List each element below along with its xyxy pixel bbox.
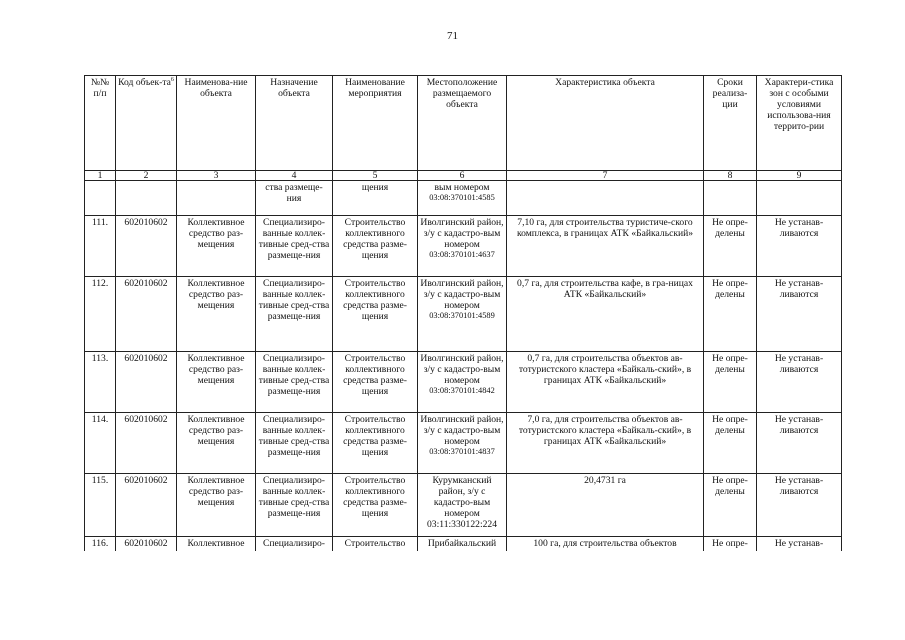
- cell-zones: Не устанав-ливаются: [757, 352, 842, 413]
- cadastral-number: 03:08:370101:4589: [429, 311, 495, 320]
- column-number: 3: [177, 171, 256, 181]
- cell-code: 602010602: [116, 413, 177, 474]
- cell-num: 116.: [85, 537, 116, 552]
- header-cell: Местоположение размещаемого объекта: [418, 76, 507, 171]
- header-row: [85, 76, 842, 171]
- cell-terms: Не опре-делены: [704, 413, 757, 474]
- cell-terms: Не опре-делены: [704, 474, 757, 537]
- cell-name: Коллективное средство раз-мещения: [177, 216, 256, 277]
- cell-zones: Не устанав-ливаются: [757, 413, 842, 474]
- header-cell: Сроки реализа-ции: [704, 76, 757, 171]
- cell-code: [116, 181, 177, 216]
- table-row: [85, 537, 842, 552]
- cell-purpose: Специализиро-: [256, 537, 333, 552]
- table-row: [85, 277, 842, 352]
- cell-purpose: Специализиро-ванные коллек-тивные сред-ства размеще-ния: [256, 352, 333, 413]
- cell-purpose: Специализиро-ванные коллек-тивные сред-ства размеще-ния: [256, 413, 333, 474]
- column-number: 7: [507, 171, 704, 181]
- cell-terms: Не опре-: [704, 537, 757, 552]
- cell-code: 602010602: [116, 216, 177, 277]
- cell-zones: [757, 181, 842, 216]
- cell-location: Иволгинский район, з/у с кадастро-вым номером 03:08:370101:4842: [418, 352, 507, 413]
- footnote-mark: 6: [170, 76, 174, 83]
- cell-num: 112.: [85, 277, 116, 352]
- cell-characteristic: [507, 181, 704, 216]
- header-cell: Наименование мероприятия: [333, 76, 418, 171]
- cell-characteristic: 100 га, для строительства объектов: [507, 537, 704, 552]
- cell-terms: Не опре-делены: [704, 352, 757, 413]
- cell-code: 602010602: [116, 537, 177, 552]
- cell-purpose: Специализиро-ванные коллек-тивные сред-ства размеще-ния: [256, 474, 333, 537]
- page-number: 71: [447, 30, 458, 42]
- cell-characteristic: 7,0 га, для строительства объектов ав-тотуристского кластера «Байкаль-ский», в границах АТК «Байкальский»: [507, 413, 704, 474]
- cell-location: Иволгинский район, з/у с кадастро-вым номером 03:08:370101:4837: [418, 413, 507, 474]
- cell-purpose: ства размеще-ния: [256, 181, 333, 216]
- cell-event: Строительство коллективного средства разме-щения: [333, 474, 418, 537]
- header-cell: Характеристика объекта: [507, 76, 704, 171]
- cell-terms: Не опре-делены: [704, 216, 757, 277]
- cell-code: 602010602: [116, 277, 177, 352]
- column-number: 4: [256, 171, 333, 181]
- cell-name: Коллективное средство раз-мещения: [177, 474, 256, 537]
- cell-name: Коллективное средство раз-мещения: [177, 413, 256, 474]
- cell-zones: Не устанав-ливаются: [757, 216, 842, 277]
- cell-terms: [704, 181, 757, 216]
- cell-location: вым номером 03:08:370101:4585: [418, 181, 507, 216]
- cell-characteristic: 20,4731 га: [507, 474, 704, 537]
- cell-name: Коллективное средство раз-мещения: [177, 352, 256, 413]
- table-row: [85, 474, 842, 537]
- table-row: [85, 413, 842, 474]
- header-cell: Назначение объекта: [256, 76, 333, 171]
- cadastral-number: 03:08:370101:4837: [429, 447, 495, 456]
- column-number: 1: [85, 171, 116, 181]
- cell-num: 113.: [85, 352, 116, 413]
- cell-code: 602010602: [116, 474, 177, 537]
- cell-num: [85, 181, 116, 216]
- header-cell: №№ п/п: [85, 76, 116, 171]
- cell-zones: Не устанав-: [757, 537, 842, 552]
- header-cell: Код объек-$та^6$: [116, 76, 177, 171]
- header-cell: Наименова-ние объекта: [177, 76, 256, 171]
- cell-purpose: Специализиро-ванные коллек-тивные сред-ства размеще-ния: [256, 216, 333, 277]
- cadastral-number: 03:11:330122:224: [427, 519, 497, 530]
- cell-zones: Не устанав-ливаются: [757, 277, 842, 352]
- column-number: 9: [757, 171, 842, 181]
- cell-event: щения: [333, 181, 418, 216]
- cell-location: Иволгинский район, з/у с кадастро-вым номером 03:08:370101:4589: [418, 277, 507, 352]
- cell-zones: Не устанав-ливаются: [757, 474, 842, 537]
- column-number: 6: [418, 171, 507, 181]
- cell-characteristic: 0,7 га, для строительства объектов ав-тотуристского кластера «Байкаль-ский», в границах АТК «Байкальский»: [507, 352, 704, 413]
- cell-location: Прибайкальский: [418, 537, 507, 552]
- cell-event: Строительство: [333, 537, 418, 552]
- cell-characteristic: 0,7 га, для строительства кафе, в гра-ницах АТК «Байкальский»: [507, 277, 704, 352]
- cadastral-number: 03:08:370101:4842: [429, 386, 495, 395]
- cell-characteristic: 7,10 га, для строительства туристиче-ского комплекса, в границах АТК «Байкальский»: [507, 216, 704, 277]
- column-number: 5: [333, 171, 418, 181]
- cell-event: Строительство коллективного средства разме-щения: [333, 277, 418, 352]
- cell-code: 602010602: [116, 352, 177, 413]
- cell-location: Иволгинский район, з/у с кадастро-вым номером 03:08:370101:4637: [418, 216, 507, 277]
- table-row: [85, 352, 842, 413]
- cadastral-number: 03:08:370101:4637: [429, 250, 495, 259]
- cell-name: [177, 181, 256, 216]
- cadastral-number: 03:08:370101:4585: [429, 193, 495, 202]
- cell-num: 111.: [85, 216, 116, 277]
- cell-event: Строительство коллективного средства разме-щения: [333, 413, 418, 474]
- cell-name: Коллективное: [177, 537, 256, 552]
- cell-event: Строительство коллективного средства разме-щения: [333, 352, 418, 413]
- cell-num: 114.: [85, 413, 116, 474]
- cell-location: Курумканский район, з/у с кадастро-вым номером 03:11:330122:224: [418, 474, 507, 537]
- column-number: 2: [116, 171, 177, 181]
- cell-event: Строительство коллективного средства разме-щения: [333, 216, 418, 277]
- continuation-row: [85, 181, 842, 216]
- column-number-row: [85, 171, 842, 181]
- cell-num: 115.: [85, 474, 116, 537]
- column-number: 8: [704, 171, 757, 181]
- header-cell: Характери-стика зон с особыми условиями использова-ния террито-рии: [757, 76, 842, 171]
- objects-table: [84, 75, 842, 551]
- cell-name: Коллективное средство раз-мещения: [177, 277, 256, 352]
- table-row: [85, 216, 842, 277]
- cell-terms: Не опре-делены: [704, 277, 757, 352]
- cell-purpose: Специализиро-ванные коллек-тивные сред-ства размеще-ния: [256, 277, 333, 352]
